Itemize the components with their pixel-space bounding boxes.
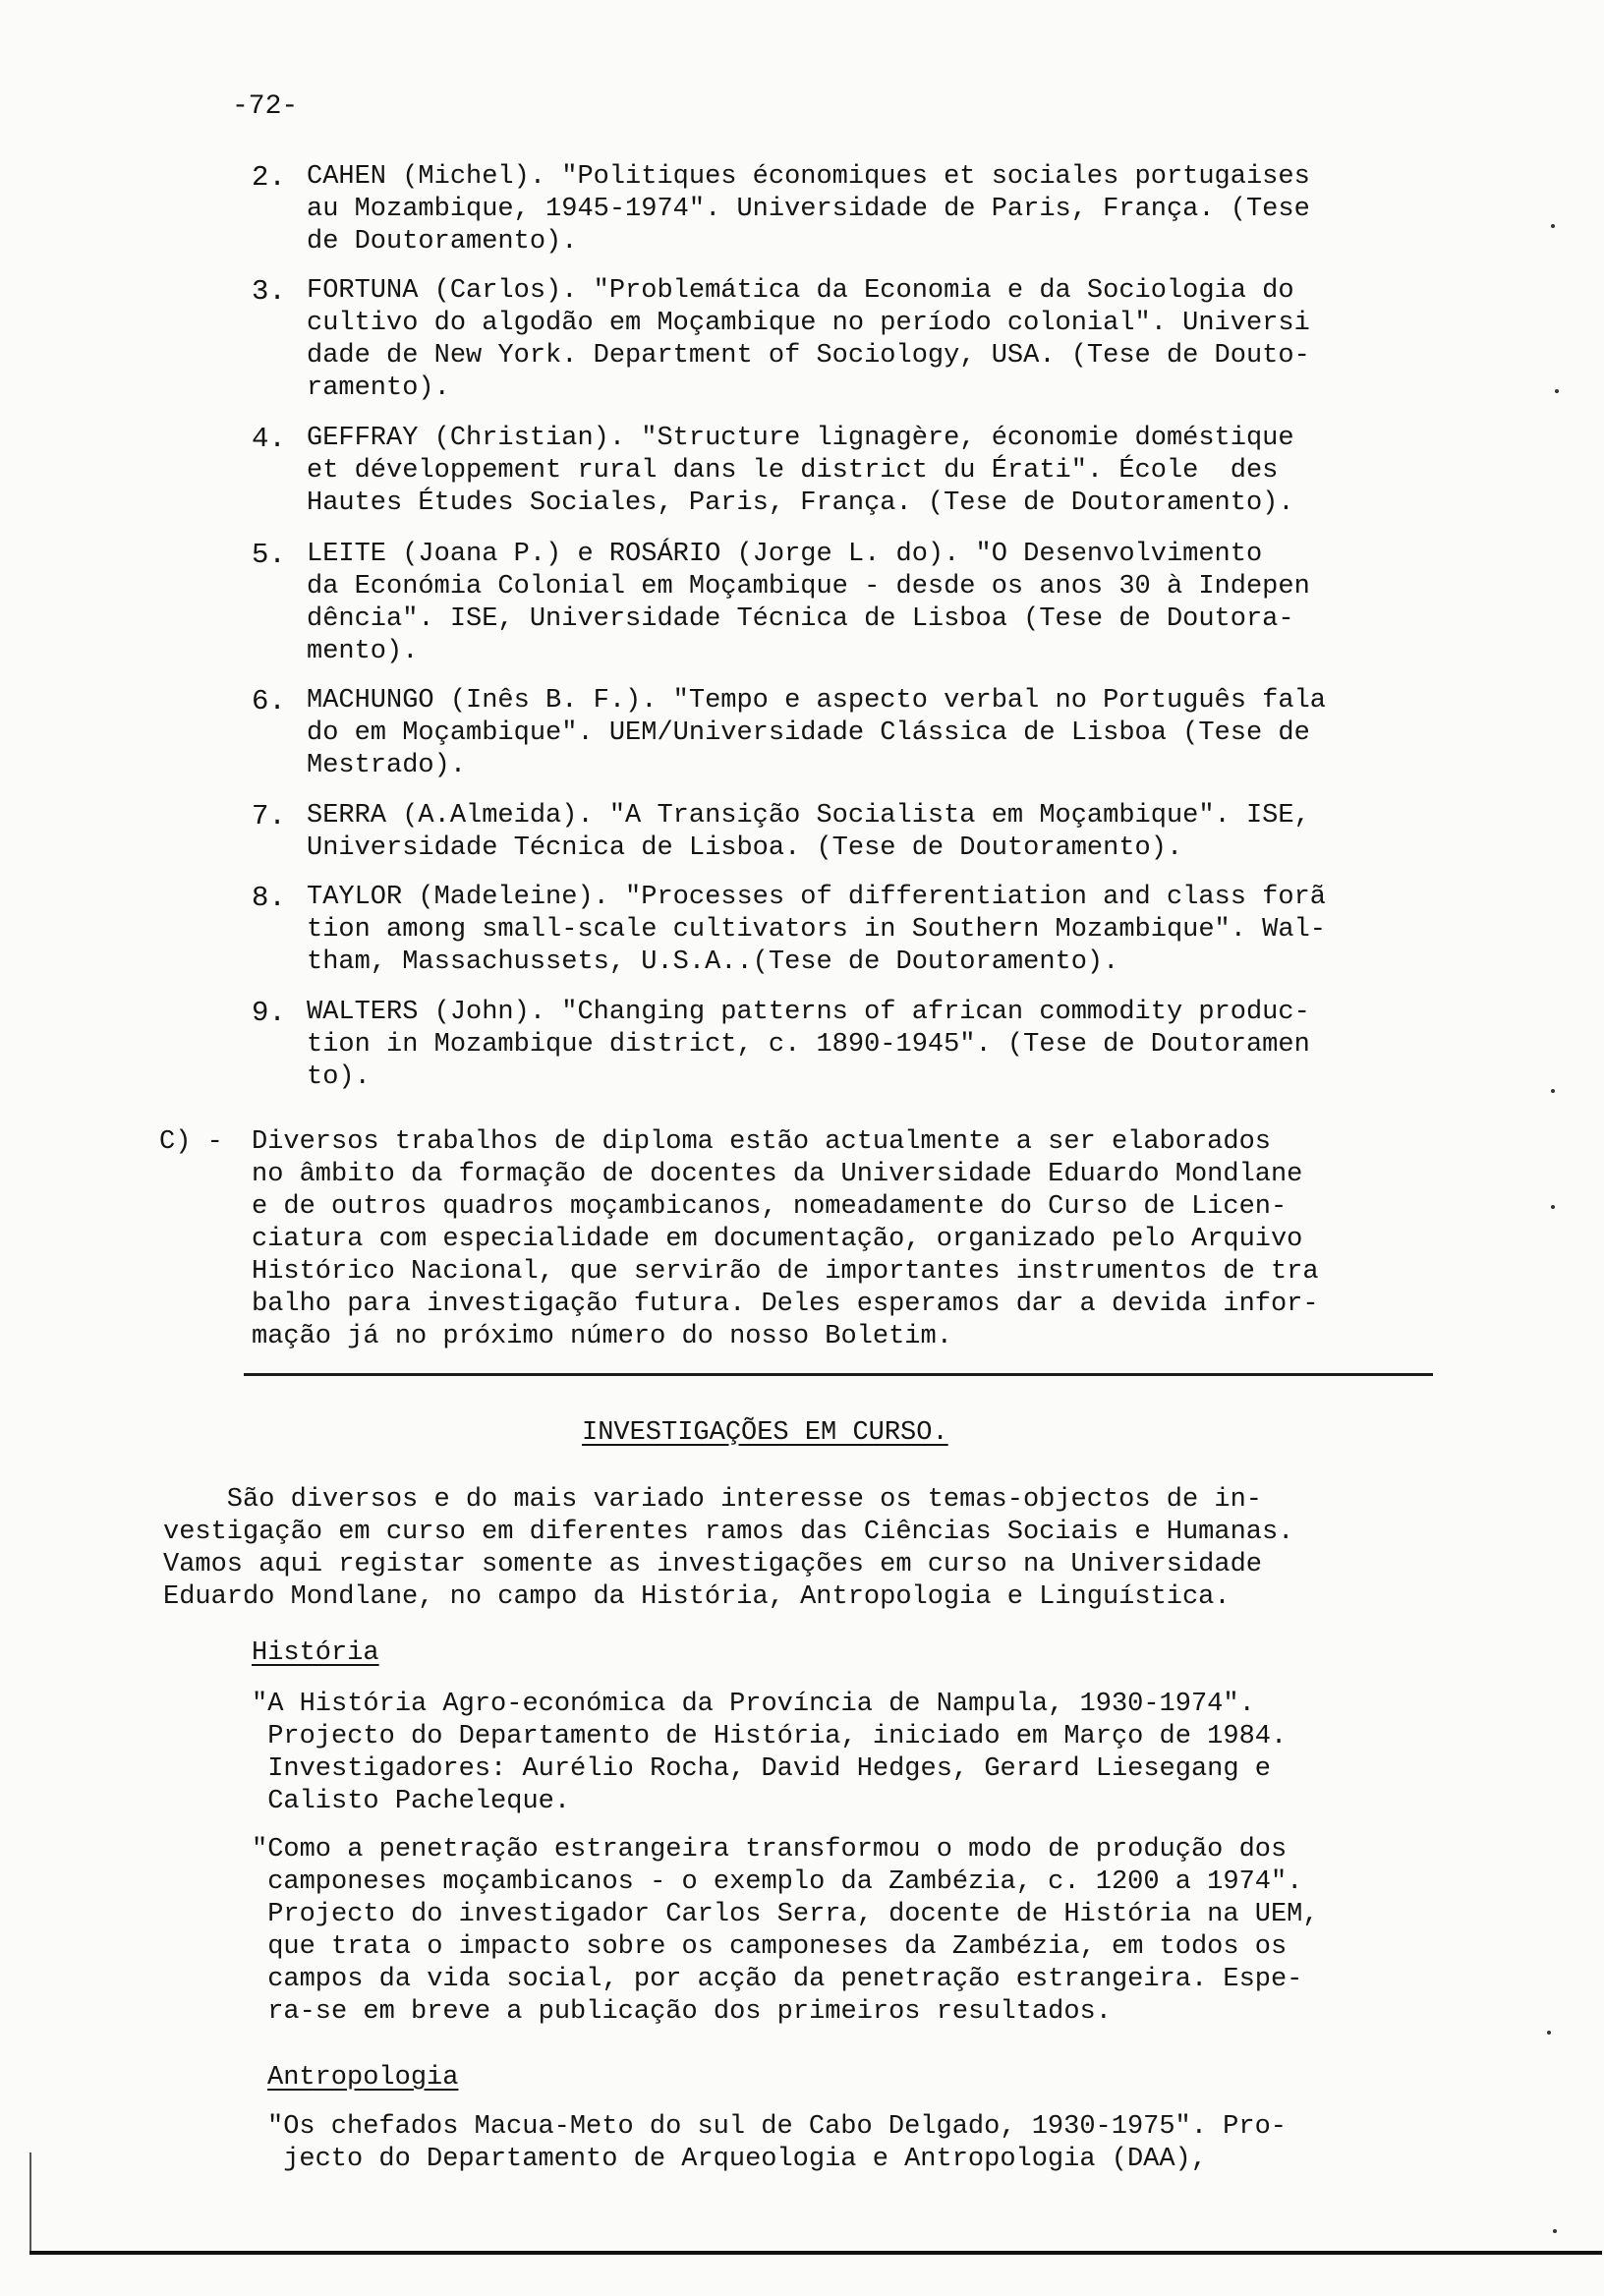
line: Hautes Études Sociales, Paris, França. (Tese de Doutoramento). bbox=[307, 488, 1294, 518]
scan-margin-line bbox=[29, 2152, 31, 2251]
line: e de outros quadros moçambicanos, nomeadamente do Curso de Licen- bbox=[252, 1192, 1288, 1222]
line: Diversos trabalhos de diploma estão actualmente a ser elaborados bbox=[252, 1127, 1271, 1157]
item-number: 6. bbox=[252, 685, 286, 718]
page-number: -72- bbox=[232, 91, 299, 122]
line: do em Moçambique". UEM/Universidade Clássica de Lisboa (Tese de bbox=[307, 718, 1310, 748]
line: Projecto do Departamento de História, iniciado em Março de 1984. bbox=[252, 1722, 1288, 1751]
line: Universidade Técnica de Lisboa. (Tese de Doutoramento). bbox=[307, 833, 1183, 863]
line: tion among small-scale cultivators in Southern Mozambique". Wal- bbox=[307, 915, 1326, 945]
section-divider bbox=[244, 1373, 1433, 1376]
section-heading: INVESTIGAÇÕES EM CURSO. bbox=[582, 1418, 948, 1448]
line: tion in Mozambique district, c. 1890-1945". (Tese de Doutoramen bbox=[307, 1030, 1310, 1060]
subsection-heading-antropologia: Antropologia bbox=[267, 2063, 459, 2093]
line: ciatura com especialidade em documentação, organizado pelo Arquivo bbox=[252, 1225, 1303, 1254]
line: jecto do Departamento de Arqueologia e Antropologia (DAA), bbox=[267, 2145, 1207, 2174]
line: CAHEN (Michel). "Politiques économiques et sociales portugaises bbox=[307, 162, 1310, 192]
line: que trata o impacto sobre os camponeses da Zambézia, em todos os bbox=[252, 1932, 1288, 1962]
line: campos da vida social, por acção da penetração estrangeira. Espe- bbox=[252, 1965, 1303, 1994]
item-number: 5. bbox=[252, 539, 286, 571]
line: GEFFRAY (Christian). "Structure lignagère, économie doméstique bbox=[307, 424, 1294, 453]
line: LEITE (Joana P.) e ROSÁRIO (Jorge L. do). "O Desenvolvimento bbox=[307, 540, 1263, 569]
line: TAYLOR (Madeleine). "Processes of differentiation and class forã bbox=[307, 883, 1326, 912]
line: SERRA (A.Almeida). "A Transição Socialista em Moçambique". ISE, bbox=[307, 801, 1310, 831]
scan-speck bbox=[1551, 1089, 1555, 1093]
line: WALTERS (John). "Changing patterns of african commodity produc- bbox=[307, 998, 1310, 1027]
line: no âmbito da formação de docentes da Universidade Eduardo Mondlane bbox=[252, 1160, 1303, 1189]
item-number: 7. bbox=[252, 800, 286, 832]
line: cultivo do algodão em Moçambique no período colonial". Universi bbox=[307, 309, 1310, 338]
line: ramento). bbox=[307, 373, 450, 403]
item-number: 2. bbox=[252, 161, 286, 194]
line: vestigação em curso em diferentes ramos das Ciências Sociais e Humanas. bbox=[163, 1518, 1294, 1547]
line: dência". ISE, Universidade Técnica de Lisboa (Tese de Doutora- bbox=[307, 604, 1294, 634]
subsection-heading-historia: História bbox=[252, 1638, 379, 1668]
scan-speck bbox=[1551, 1205, 1555, 1209]
line: Calisto Pacheleque. bbox=[252, 1787, 571, 1816]
line: et développement rural dans le district du Érati". École des bbox=[307, 456, 1279, 486]
line: FORTUNA (Carlos). "Problemática da Economia e da Sociologia do bbox=[307, 276, 1294, 306]
line: da Económia Colonial em Moçambique - desde os anos 30 à Indepen bbox=[307, 572, 1310, 602]
line: dade de New York. Department of Sociology, USA. (Tese de Douto- bbox=[307, 341, 1310, 371]
line: MACHUNGO (Inês B. F.). "Tempo e aspecto verbal no Português fala bbox=[307, 686, 1326, 716]
line: "Os chefados Macua-Meto do sul de Cabo Delgado, 1930-1975". Pro- bbox=[267, 2112, 1287, 2142]
footer-rule bbox=[29, 2251, 1602, 2255]
line: Projecto do investigador Carlos Serra, docente de História na UEM, bbox=[252, 1900, 1319, 1929]
line: "Como a penetração estrangeira transformou o modo de produção dos bbox=[252, 1835, 1288, 1865]
item-number: 3. bbox=[252, 275, 286, 308]
line: tham, Massachussets, U.S.A..(Tese de Doutoramento). bbox=[307, 947, 1119, 977]
line: mento). bbox=[307, 637, 419, 666]
line: balho para investigação futura. Deles esperamos dar a devida infor- bbox=[252, 1290, 1319, 1319]
scan-speck bbox=[1553, 2229, 1557, 2233]
section-c-label: C) - bbox=[159, 1127, 223, 1157]
line: ra-se em breve a publicação dos primeiros resultados. bbox=[252, 1997, 1112, 2027]
line: mação já no próximo número do nosso Boletim. bbox=[252, 1322, 952, 1351]
scan-speck bbox=[1555, 389, 1559, 393]
line: "A História Agro-económica da Província de Nampula, 1930-1974". bbox=[252, 1690, 1255, 1719]
line: camponeses moçambicanos - o exemplo da Zambézia, c. 1200 a 1974". bbox=[252, 1867, 1303, 1897]
line: Vamos aqui registar somente as investigações em curso na Universidade bbox=[163, 1550, 1262, 1579]
scan-speck bbox=[1547, 2031, 1551, 2035]
item-number: 4. bbox=[252, 423, 286, 455]
line: São diversos e do mais variado interesse os temas-objectos de in- bbox=[163, 1485, 1262, 1515]
line: Eduardo Mondlane, no campo da História, Antropologia e Linguística. bbox=[163, 1582, 1231, 1612]
line: au Mozambique, 1945-1974". Universidade de Paris, França. (Tese bbox=[307, 195, 1310, 224]
item-number: 9. bbox=[252, 997, 286, 1029]
line: Mestrado). bbox=[307, 751, 467, 780]
line: Investigadores: Aurélio Rocha, David Hedges, Gerard Liesegang e bbox=[252, 1754, 1271, 1784]
line: Histórico Nacional, que servirão de importantes instrumentos de tra bbox=[252, 1257, 1319, 1287]
line: to). bbox=[307, 1062, 371, 1092]
scan-speck bbox=[1551, 224, 1555, 228]
line: de Doutoramento). bbox=[307, 227, 578, 257]
item-number: 8. bbox=[252, 882, 286, 914]
